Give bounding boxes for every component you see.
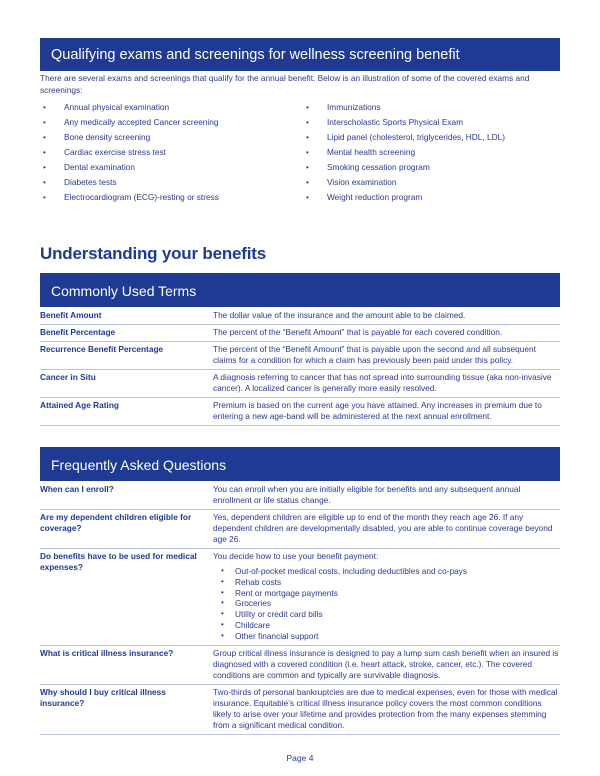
exam-list-right <box>303 102 505 207</box>
bullet-icon: • <box>221 609 224 619</box>
bullet-icon: • <box>43 133 46 142</box>
bullet-icon: • <box>43 118 46 127</box>
table-row <box>40 342 560 370</box>
understanding-heading: Understanding your benefits <box>40 244 267 263</box>
bullet-icon: • <box>221 619 224 629</box>
term-definition: The percent of the “Benefit Amount” that is payable upon the second and all subsequent claims for a condition for which a claim has previously been paid under this policy. <box>213 342 560 370</box>
bullet-icon: • <box>221 587 224 597</box>
table-row <box>40 370 560 398</box>
bullet-icon: • <box>306 118 309 127</box>
faq-answer: Group critical illness insurance is designed to pay a lump sum cash benefit when an insured is diagnosed with a covered condition (i.e. heart attack, stroke, cancer, etc.). The covered conditions are common and typically are survivable diagnosis. <box>213 645 560 684</box>
faq-section-title: Frequently Asked Questions <box>51 457 227 473</box>
list-item: • Childcare <box>221 619 271 630</box>
table-row <box>40 684 560 734</box>
terms-table <box>40 308 560 426</box>
bullet-icon: • <box>43 178 46 187</box>
list-item: • Rent or mortgage payments <box>221 587 338 598</box>
list-item: • Any medically accepted Cancer screening <box>43 117 219 127</box>
term-label: Attained Age Rating <box>40 398 213 426</box>
table-row <box>40 482 560 510</box>
term-definition: A diagnosis referring to cancer that has not spread into surrounding tissue (aka non-invasive cancer). A localized cancer is generally more easily resolved. <box>213 370 560 398</box>
table-row <box>40 398 560 426</box>
term-label: Benefit Amount <box>40 308 213 325</box>
list-item: • Rehab costs <box>221 576 282 587</box>
list-item: • Bone density screening <box>43 132 151 142</box>
term-definition: Premium is based on the current age you have attained. Any increases in premium due to entering a new age-band will be administered at the next annual enrollment. <box>213 398 560 426</box>
list-item: • Diabetes tests <box>43 177 117 187</box>
faq-question: What is critical illness insurance? <box>40 645 213 684</box>
wellness-section-banner <box>40 38 560 71</box>
bullet-icon: • <box>306 178 309 187</box>
list-item: • Weight reduction program <box>306 192 423 202</box>
faq-question: When can I enroll? <box>40 482 213 510</box>
term-label: Recurrence Benefit Percentage <box>40 342 213 370</box>
bullet-icon: • <box>221 576 224 586</box>
list-item: • Immunizations <box>306 102 381 112</box>
list-item: • Dental examination <box>43 162 136 172</box>
faq-answer: Two-thirds of personal bankruptcies are due to medical expenses, even for those with medical insurance. Equitable’s critical illness insurance policy covers the most common conditions likely to arise over your lifetime and provides protection from the many expenses stemming from a significant medical condition. <box>213 684 560 734</box>
faq-question: Why should I buy critical illness insurance? <box>40 684 213 734</box>
list-item: • Annual physical examination <box>43 102 170 112</box>
list-item: • Interscholastic Sports Physical Exam <box>306 117 464 127</box>
terms-section-title: Commonly Used Terms <box>51 283 197 299</box>
list-item: • Smoking cessation program <box>306 162 430 172</box>
bullet-icon: • <box>306 133 309 142</box>
bullet-icon: • <box>221 598 224 608</box>
bullet-icon: • <box>221 566 224 575</box>
term-definition: The dollar value of the insurance and the amount able to be claimed. <box>213 308 560 325</box>
table-row <box>40 549 560 646</box>
exam-list-left <box>40 102 219 207</box>
list-item: • Out-of-pocket medical costs, including deductibles and co-pays <box>221 566 467 576</box>
bullet-icon: • <box>43 193 46 202</box>
table-row <box>40 645 560 684</box>
list-item: • Other financial support <box>221 630 319 641</box>
page-number: Page 4 <box>286 753 314 763</box>
term-label: Benefit Percentage <box>40 325 213 342</box>
benefit-uses-list <box>213 566 560 642</box>
list-item: • Utility or credit card bills <box>221 609 323 620</box>
faq-section-banner <box>40 447 560 481</box>
table-row <box>40 510 560 549</box>
bullet-icon: • <box>306 163 309 172</box>
bullet-icon: • <box>306 103 309 112</box>
wellness-intro-text: There are several exams and screenings that qualify for the annual benefit. Below is an illustration of some of the covered exams and screenings: <box>40 73 530 95</box>
faq-question: Do benefits have to be used for medical expenses? <box>40 549 213 646</box>
bullet-icon: • <box>43 148 46 157</box>
list-item: • Groceries <box>221 598 271 609</box>
faq-answer-cell <box>213 549 560 646</box>
list-item: • Mental health screening <box>306 147 416 157</box>
wellness-section-title: Qualifying exams and screenings for wellness screening benefit <box>51 47 460 63</box>
bullet-icon: • <box>43 163 46 172</box>
list-item: • Lipid panel (cholesterol, triglycerides, HDL, LDL) <box>306 132 506 142</box>
faq-answer: You can enroll when you are initially eligible for benefits and any subsequent annual enrollment or life status change. <box>213 482 560 510</box>
bullet-icon: • <box>43 103 46 112</box>
term-label: Cancer in Situ <box>40 370 213 398</box>
list-item: • Vision examination <box>306 177 397 187</box>
faq-answer: You decide how to use your benefit payment: <box>213 551 379 561</box>
faq-question: Are my dependent children eligible for coverage? <box>40 510 213 549</box>
table-row <box>40 325 560 342</box>
table-row <box>40 308 560 325</box>
bullet-icon: • <box>306 148 309 157</box>
faq-answer: Yes, dependent children are eligible up to end of the month they reach age 26. If any dependent children are developmentally disabled, you are able to continue coverage beyond age 26. <box>213 510 560 549</box>
faq-table <box>40 482 560 735</box>
term-definition: The percent of the “Benefit Amount” that is payable for each covered condition. <box>213 325 560 342</box>
bullet-icon: • <box>306 193 309 202</box>
list-item: • Electrocardiogram (ECG)-resting or stress <box>43 192 219 202</box>
list-item: • Cardiac exercise stress test <box>43 147 166 157</box>
bullet-icon: • <box>221 630 224 640</box>
terms-section-banner <box>40 273 560 307</box>
